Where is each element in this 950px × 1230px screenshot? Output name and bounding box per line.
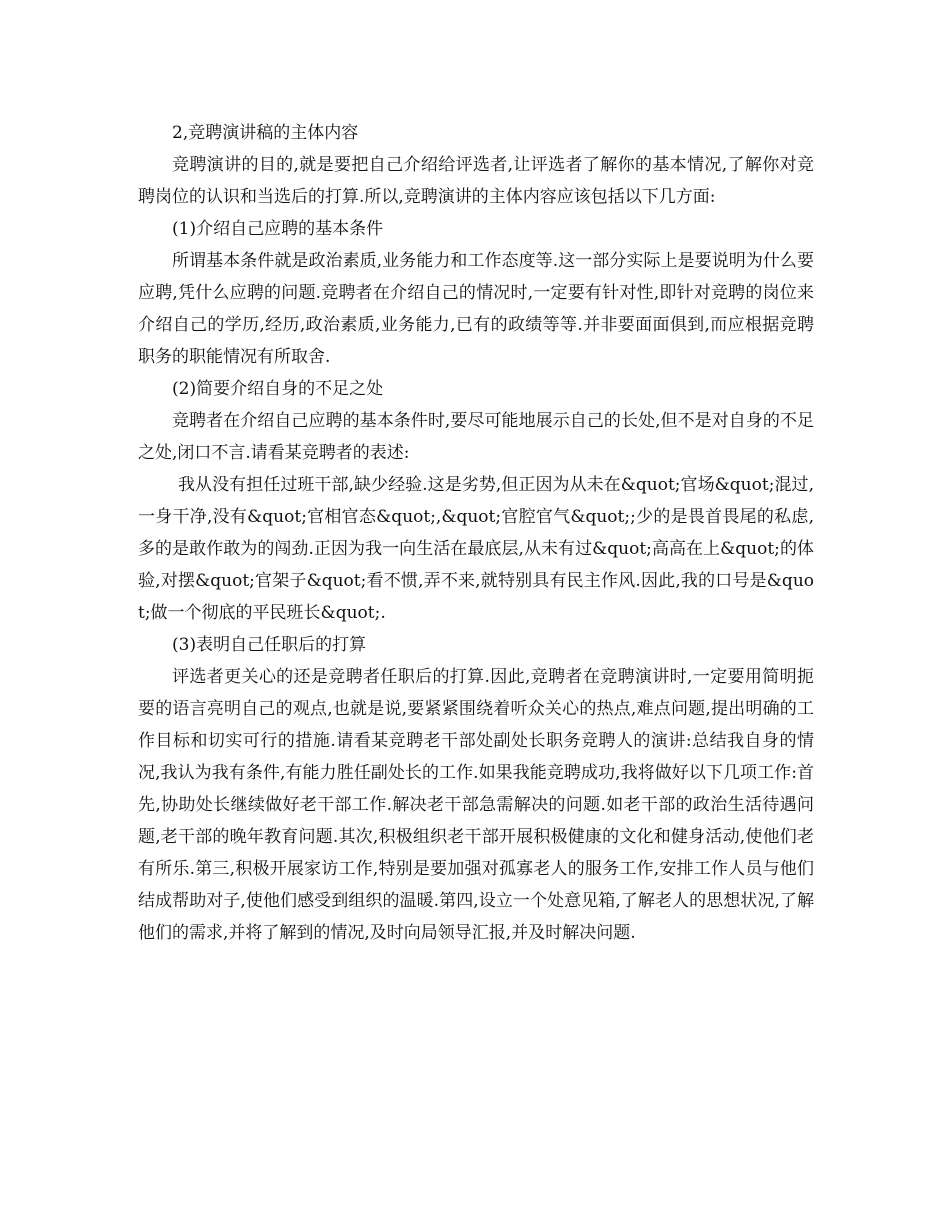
item3-heading: (3)表明自己任职后的打算 [172, 635, 367, 655]
item2-quote: 我从没有担任过班干部,缺少经验.这是劣势,但正因为从未在&quot;官场&quot;混过,一身干净,没有&quot;官相官态&quot;,&quot;官腔官气&quot;;少的是畏首畏尾的私虑,多的是敢作敢为的闯劲.正因为我一向生活在最底层,从未有过&quot;高高在上&quot;的体验,对摆&quot;官架子&quot;看不惯,弄不来,就特别具有民主作风.因此,我的口号是&quot;做一个彻底的平民班长&quot;. [138, 475, 814, 623]
section-title: 2,竞聘演讲稿的主体内容 [172, 123, 359, 143]
intro-paragraph: 竞聘演讲的目的,就是要把自己介绍给评选者,让评选者了解你的基本情况,了解你对竞聘岗位的认识和当选后的打算.所以,竞聘演讲的主体内容应该包括以下几方面: [138, 155, 814, 207]
item3-paragraph: 评选者更关心的还是竞聘者任职后的打算.因此,竞聘者在竞聘演讲时,一定要用简明扼要的语言亮明自己的观点,也就是说,要紧紧围绕着听众关心的热点,难点问题,提出明确的工作目标和切实可行的措施.请看某竞聘老干部处副处长职务竞聘人的演讲:总结我自身的情况,我认为我有条件,有能力胜任副处长的工作.如果我能竞聘成功,我将做好以下几项工作:首先,协助处长继续做好老干部工作.解决老干部急需解决的问题.如老干部的政治生活待遇问题,老干部的晚年教育问题.其次,积极组织老干部开展积极健康的文化和健身活动,使他们老有所乐.第三,积极开展家访工作,特别是要加强对孤寡老人的服务工作,安排工作人员与他们结成帮助对子,使他们感受到组织的温暖.第四,设立一个处意见箱,了解老人的思想状况,了解他们的需求,并将了解到的情况,及时向局领导汇报,并及时解决问题. [138, 667, 814, 943]
document-body [138, 117, 814, 949]
item1-paragraph: 所谓基本条件就是政治素质,业务能力和工作态度等.这一部分实际上是要说明为什么要应聘,凭什么应聘的问题.竞聘者在介绍自己的情况时,一定要有针对性,即针对竞聘的岗位来介绍自己的学历,经历,政治素质,业务能力,已有的政绩等等.并非要面面俱到,而应根据竞聘职务的职能情况有所取舍. [138, 251, 814, 367]
item2-paragraph: 竞聘者在介绍自己应聘的基本条件时,要尽可能地展示自己的长处,但不是对自身的不足之处,闭口不言.请看某竞聘者的表述: [138, 411, 814, 463]
item2-heading: (2)简要介绍自身的不足之处 [172, 379, 384, 399]
item1-heading: (1)介绍自己应聘的基本条件 [172, 219, 384, 239]
